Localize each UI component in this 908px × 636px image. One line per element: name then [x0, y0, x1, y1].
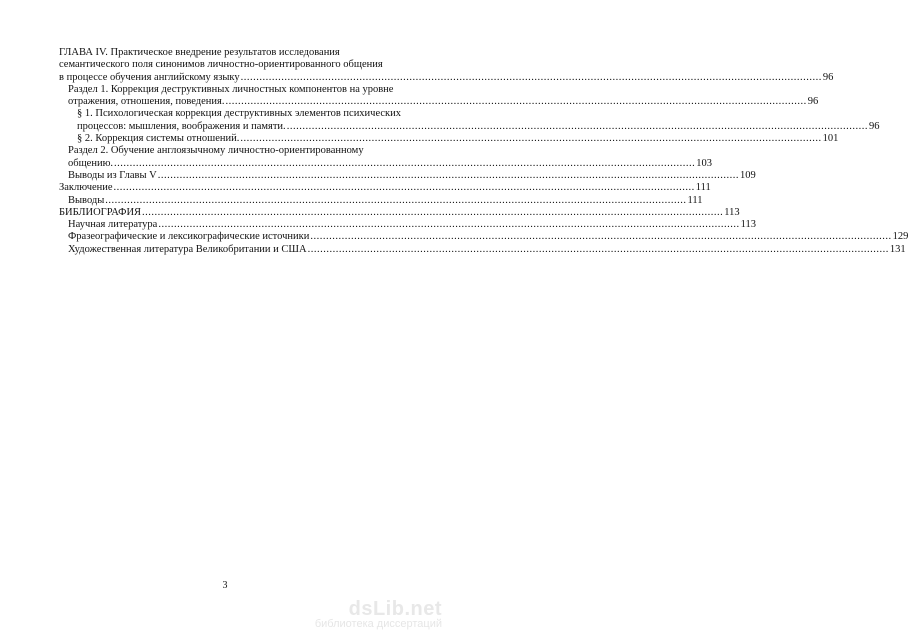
toc-entry-title: отражения, отношения, поведения. [68, 96, 225, 108]
watermark [315, 598, 442, 630]
toc-entry-final-line [68, 194, 703, 207]
toc-entry-final-line [77, 133, 839, 145]
table-of-contents [59, 47, 908, 256]
toc-entry-final-line [68, 219, 756, 231]
toc-entry-line: Раздел 1. Коррекция деструктивных личностных компонентов на уровне [68, 83, 394, 95]
toc-entry [59, 206, 740, 219]
toc-entry-line: Раздел 2. Обучение англоязычному личностно-ориентированному [68, 145, 364, 157]
toc-page-number: 96 [807, 96, 819, 108]
toc-dot-leader [105, 195, 686, 207]
toc-entry-title: Фразеографические и лексикографические источники [68, 231, 310, 243]
toc-entry [59, 108, 880, 133]
toc-entry-final-line [68, 157, 713, 170]
watermark-logo: dsLib.net [348, 598, 442, 620]
toc-dot-leader [158, 219, 739, 231]
toc-page-number: 111 [687, 194, 703, 206]
watermark-subtitle: библиотека диссертаций [314, 618, 442, 630]
toc-entry [59, 243, 906, 256]
toc-entry-final-line [68, 231, 908, 243]
toc-page-number: 113 [724, 206, 740, 218]
toc-dot-leader [287, 121, 868, 133]
toc-entry [59, 169, 756, 182]
toc-entry-title: Выводы [68, 194, 105, 206]
toc-entry-line: ГЛАВА IV. Практическое внедрение результатов исследования [59, 47, 340, 58]
toc-entry-title: Выводы из Главы V [68, 169, 157, 181]
toc-dot-leader [142, 207, 723, 219]
toc-dot-leader [158, 170, 739, 182]
toc-dot-leader [241, 72, 822, 84]
toc-entry-final-line [59, 71, 834, 84]
toc-entry-title: процессов: мышления, воображения и памяти. [77, 120, 286, 132]
toc-entry [59, 194, 703, 207]
toc-entry-title: в процессе обучения английскому языку [59, 71, 240, 83]
toc-entry-title: Научная литература [68, 219, 158, 231]
toc-entry-final-line [59, 206, 740, 219]
toc-page-number: 96 [822, 71, 834, 83]
toc-page-number: 129 [892, 231, 908, 243]
toc-entry-final-line [77, 120, 880, 133]
toc-dot-leader [225, 96, 806, 108]
toc-dot-leader [308, 244, 889, 256]
page-number: 3 [222, 580, 228, 591]
toc-page-number: 103 [696, 157, 713, 169]
toc-dot-leader [310, 231, 891, 243]
toc-entry-final-line [68, 169, 756, 182]
toc-page-number: 96 [868, 120, 880, 132]
toc-entry-final-line [68, 243, 906, 256]
toc-entry [59, 133, 839, 145]
toc-entry [59, 182, 711, 194]
toc-entry-title: Художественная литература Великобритании и США [68, 243, 307, 255]
toc-entry-title: § 2. Коррекция системы отношений. [77, 133, 240, 145]
toc-entry [59, 145, 713, 170]
toc-page-number: 109 [739, 169, 756, 181]
toc-dot-leader [240, 133, 821, 145]
toc-entry-title: БИБЛИОГРАФИЯ [59, 206, 142, 218]
toc-entry-title: общению. [68, 157, 114, 169]
toc-entry-line: § 1. Психологическая коррекция деструктивных элементов психических [77, 108, 402, 120]
toc-entry [59, 219, 756, 231]
toc-entry-line: семантического поля синонимов личностно-ориентированного общения [59, 59, 383, 71]
toc-page-number: 131 [889, 243, 906, 255]
toc-page-number: 101 [822, 133, 839, 145]
toc-dot-leader [114, 182, 695, 194]
toc-entry [59, 47, 834, 84]
toc-entry [59, 83, 819, 109]
toc-page-number: 111 [695, 182, 711, 194]
toc-entry-final-line [68, 96, 819, 108]
toc-entry [59, 231, 908, 243]
toc-dot-leader [114, 158, 695, 170]
toc-entry-final-line [59, 182, 711, 194]
toc-page-number: 113 [740, 219, 756, 231]
toc-entry-title: Заключение [59, 182, 113, 194]
